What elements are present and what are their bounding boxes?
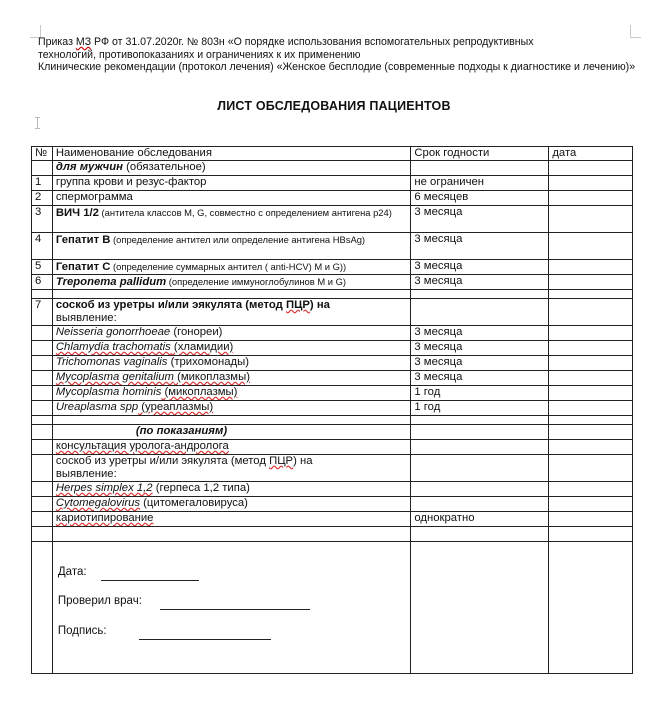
doctor-label: Проверил врач: bbox=[57, 595, 142, 607]
table-row: кариотипирование однократно bbox=[32, 512, 633, 527]
table-row: Neisseria gonorrhoeae (гонореи) 3 месяца bbox=[32, 326, 633, 341]
table-row: Herpes simplex 1,2 (герпеса 1,2 типа) bbox=[32, 482, 633, 497]
date-cell[interactable] bbox=[549, 440, 633, 455]
table-row: 3 ВИЧ 1/2 (антитела классов M, G, совместно с определением антигена p24) 3 месяца bbox=[32, 206, 633, 233]
doctor-field[interactable] bbox=[160, 609, 310, 610]
sign-label: Подпись: bbox=[57, 625, 107, 637]
date-cell[interactable] bbox=[549, 299, 633, 326]
table-row: 2 спермограмма 6 месяцев bbox=[32, 191, 633, 206]
table-row: 7 соскоб из уретры и/или эякулята (метод ПЦР) на выявление: bbox=[32, 299, 633, 326]
table-row: Cytomegalovirus (цитомегаловируса) bbox=[32, 497, 633, 512]
table-row: Chlamydia trachomatis (хламидии) 3 месяца bbox=[32, 341, 633, 356]
table-row: 6 Treponema pallidum (определение иммуноглобулинов M и G) 3 месяца bbox=[32, 275, 633, 290]
page-title: ЛИСТ ОБСЛЕДОВАНИЯ ПАЦИЕНТОВ bbox=[217, 99, 451, 113]
date-cell[interactable] bbox=[549, 482, 633, 497]
header-line-2: технологий, противопоказаниях и ограничениях к их применению bbox=[38, 48, 361, 61]
date-cell[interactable] bbox=[549, 455, 633, 482]
section-indications-row bbox=[32, 425, 633, 440]
signature-field[interactable] bbox=[139, 639, 271, 640]
spacer-row bbox=[32, 416, 633, 425]
table-row: 5 Гепатит С (определение суммарных антител ( anti-HCV) M и G)) 3 месяца bbox=[32, 260, 633, 275]
table-row: 4 Гепатит В (определение антител или определение антигена HBsAg) 3 месяца bbox=[32, 233, 633, 260]
date-cell[interactable] bbox=[549, 356, 633, 371]
date-cell[interactable] bbox=[549, 497, 633, 512]
date-cell[interactable] bbox=[549, 206, 633, 233]
date-cell[interactable] bbox=[549, 401, 633, 416]
col-name-header: Наименование обследования bbox=[52, 147, 411, 161]
table-row: Mycoplasma genitalium (микоплазмы) 3 месяца bbox=[32, 371, 633, 386]
date-field[interactable] bbox=[101, 580, 199, 581]
table-header-row bbox=[32, 147, 633, 161]
col-term-header: Срок годности bbox=[411, 147, 549, 161]
date-cell[interactable] bbox=[549, 326, 633, 341]
exam-table bbox=[31, 146, 633, 674]
date-cell[interactable] bbox=[549, 260, 633, 275]
date-label: Дата: bbox=[57, 566, 87, 578]
date-cell[interactable] bbox=[549, 233, 633, 260]
date-cell[interactable] bbox=[549, 371, 633, 386]
date-cell[interactable] bbox=[549, 176, 633, 191]
section-indications-label: (по показаниям) bbox=[135, 425, 228, 437]
section-men-row bbox=[32, 161, 633, 176]
table-row: Ureaplasma spp (уреаплазмы) 1 год bbox=[32, 401, 633, 416]
col-date-header: дата bbox=[549, 147, 633, 161]
table-row: 1 группа крови и резус-фактор не ограничен bbox=[32, 176, 633, 191]
spacer-row bbox=[32, 527, 633, 542]
table-row: консультация уролога-андролога bbox=[32, 440, 633, 455]
table-row: Trichomonas vaginalis (трихомонады) 3 месяца bbox=[32, 356, 633, 371]
header-line-1: Приказ МЗ РФ от 31.07.2020г. № 803н «О порядке использования вспомогательных репродуктивных bbox=[38, 36, 534, 48]
section-men-label: для мужчин (обязательное) bbox=[52, 161, 411, 176]
date-cell[interactable] bbox=[549, 341, 633, 356]
table-row: Mycoplasma hominis (микоплазмы) 1 год bbox=[32, 386, 633, 401]
date-cell[interactable] bbox=[549, 191, 633, 206]
spacer-row bbox=[32, 290, 633, 299]
text-cursor-icon bbox=[37, 117, 38, 129]
header-line-3: Клинические рекомендации (протокол лечения) «Женское бесплодие (современные подходы к диагностике и лечению)» bbox=[38, 61, 636, 73]
signature-row bbox=[32, 542, 633, 674]
date-cell[interactable] bbox=[549, 275, 633, 290]
col-num-header: № bbox=[32, 147, 53, 161]
date-cell[interactable] bbox=[549, 386, 633, 401]
document-header bbox=[38, 36, 638, 74]
table-row: соскоб из уретры и/или эякулята (метод ПЦР) на выявление: bbox=[32, 455, 633, 482]
date-cell[interactable] bbox=[549, 512, 633, 527]
